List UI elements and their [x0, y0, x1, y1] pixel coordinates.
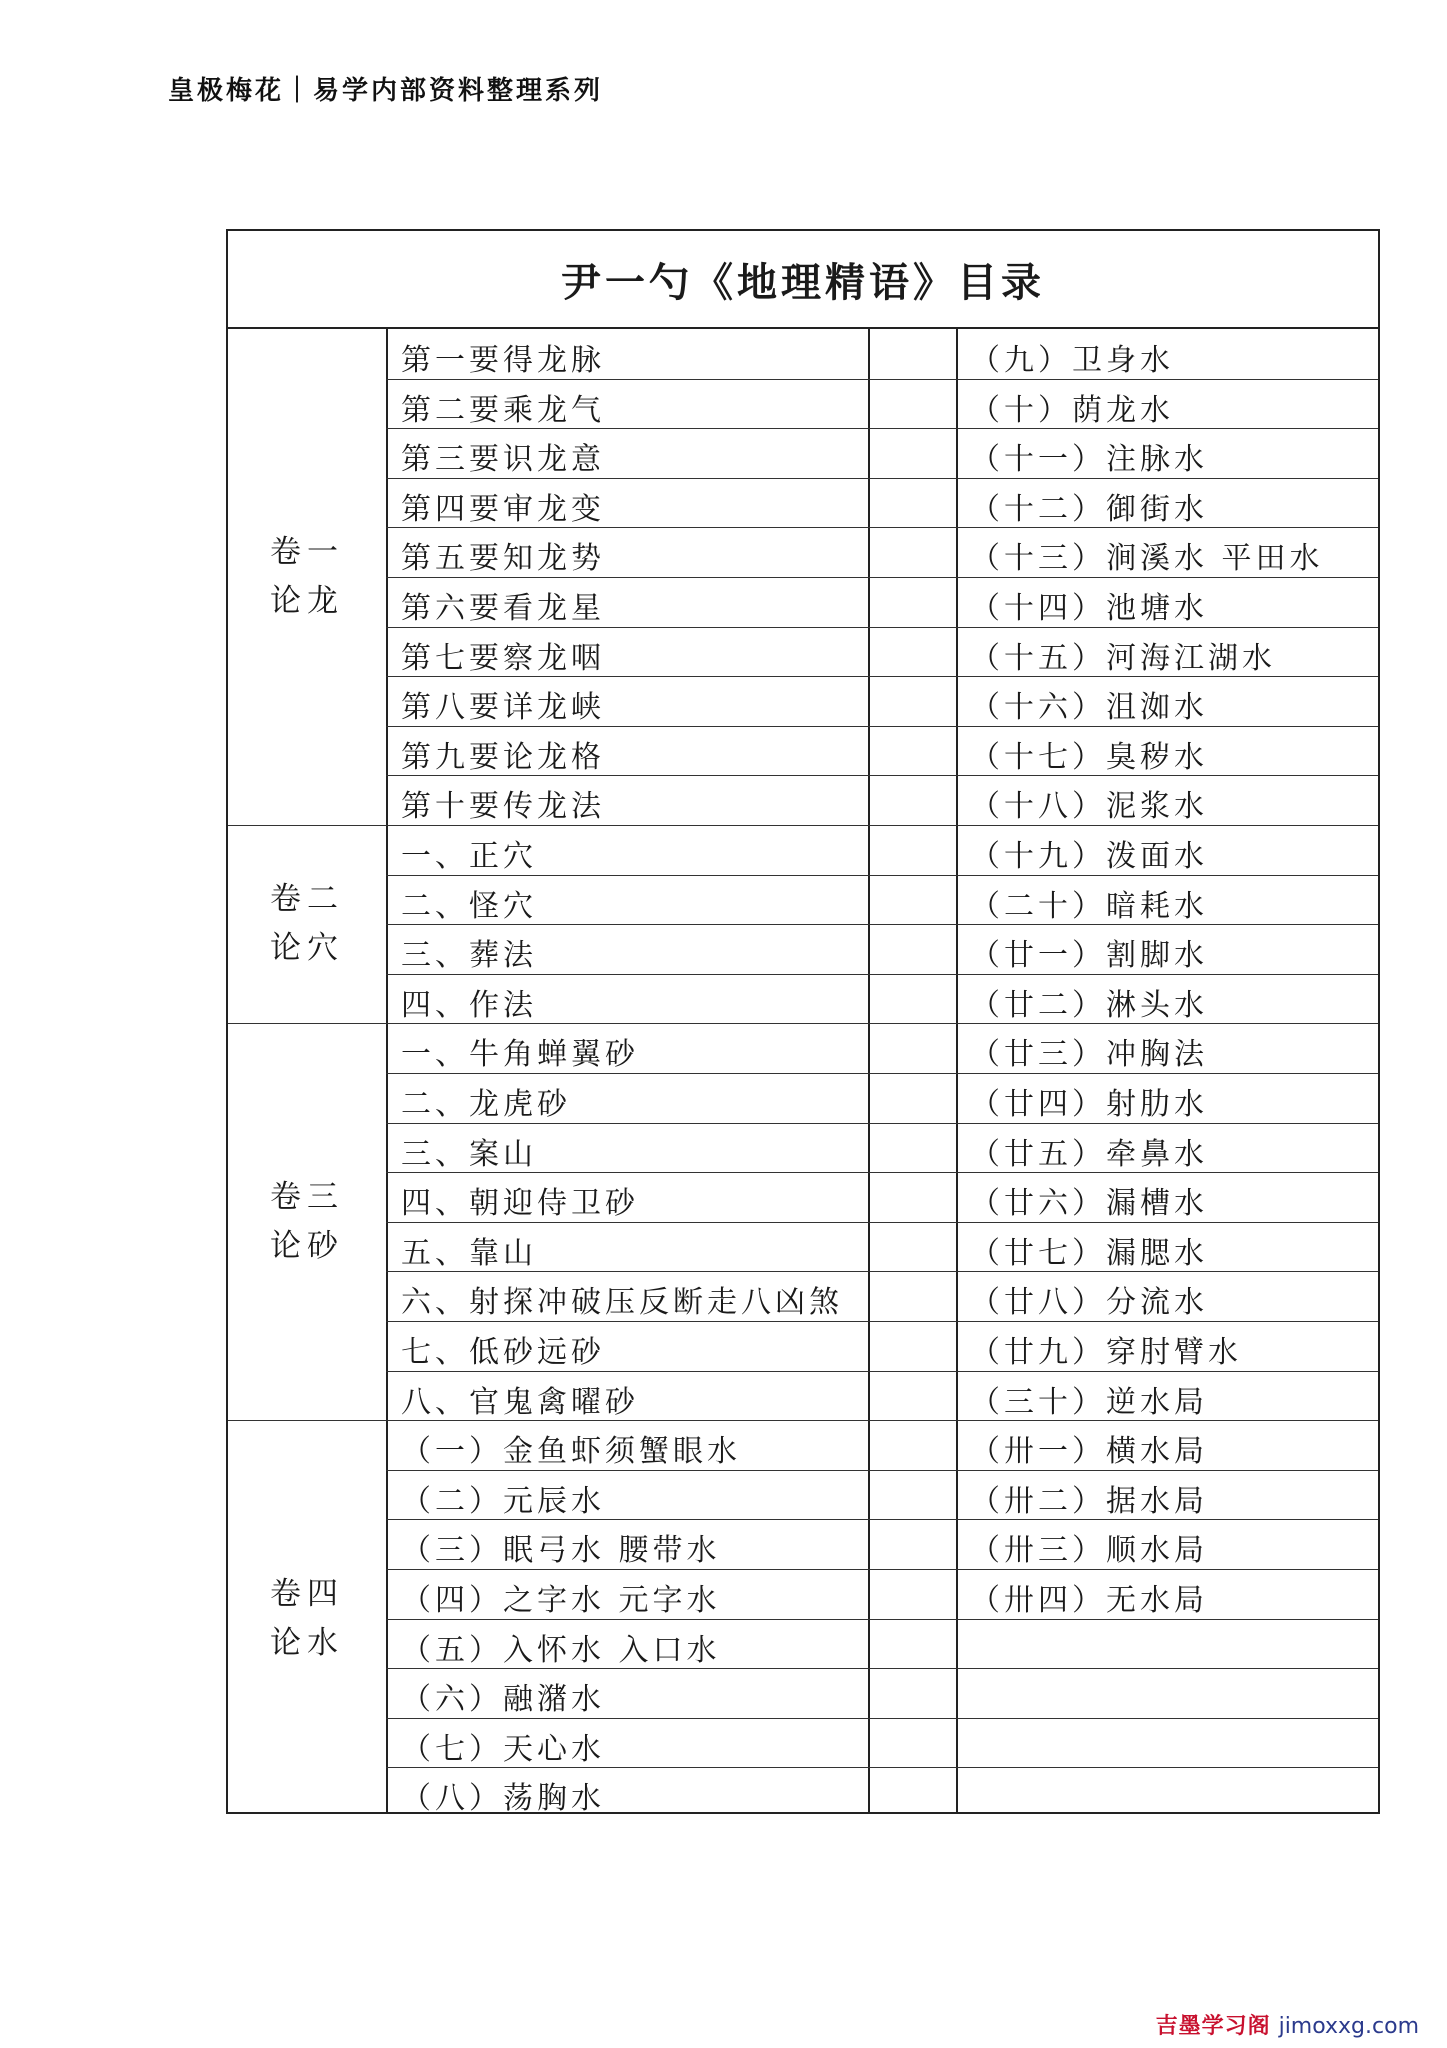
row-separator [386, 1123, 1378, 1124]
water-entry: （廿八）分流水 [970, 1285, 1208, 1321]
chapter-entry: 第三要识龙意 [401, 442, 605, 478]
chapter-entry: 三、案山 [401, 1136, 537, 1172]
toc-table [226, 229, 1380, 1817]
water-entry: （廿五）牵鼻水 [970, 1136, 1208, 1172]
water-entry: （十六）沮洳水 [970, 690, 1208, 726]
volume-separator [228, 1420, 1378, 1421]
volume-label-line: 卷二 [270, 881, 344, 918]
row-separator [386, 924, 1378, 925]
row-separator [386, 1767, 1378, 1768]
row-separator [386, 527, 1378, 528]
water-entry: （廿六）漏槽水 [970, 1186, 1208, 1222]
watermark [1156, 2009, 1419, 2040]
chapter-entry: 二、龙虎砂 [401, 1087, 571, 1122]
chapter-entry: 六、射探冲破压反断走八凶煞 [401, 1285, 843, 1321]
chapter-entry: 第二要乘龙气 [401, 392, 605, 428]
chapter-entry: （四）之字水 元字水 [401, 1583, 721, 1618]
water-entry: （十二）御街水 [970, 491, 1208, 527]
row-separator [386, 726, 1378, 727]
column-divider-right [956, 329, 958, 1812]
row-separator [386, 1222, 1378, 1223]
chapter-entry: 三、葬法 [401, 938, 537, 974]
water-entry: （十八）泥浆水 [970, 789, 1208, 825]
water-entry: （廿七）漏腮水 [970, 1235, 1208, 1271]
water-entry: （廿二）淋头水 [970, 987, 1208, 1023]
volume-label [228, 528, 386, 626]
row-separator [386, 478, 1378, 479]
water-entry: （廿三）冲胸法 [970, 1037, 1208, 1073]
row-separator [386, 1470, 1378, 1471]
watermark-url: jimoxxg.com [1278, 2014, 1419, 2039]
row-separator [386, 974, 1378, 975]
volume-separator [228, 825, 1378, 826]
chapter-entry: 四、作法 [401, 987, 537, 1023]
chapter-entry: （七）天心水 [401, 1731, 605, 1767]
row-separator [386, 1073, 1378, 1074]
water-entry: （卅四）无水局 [970, 1583, 1208, 1618]
water-entry: （廿四）射肋水 [970, 1087, 1208, 1122]
water-entry: （廿九）穿肘臂水 [970, 1335, 1242, 1370]
volume-label-line: 卷一 [270, 534, 344, 570]
volume-label-line: 论水 [270, 1624, 344, 1661]
row-separator [386, 428, 1378, 429]
chapter-entry: 第一要得龙脉 [401, 343, 605, 378]
chapter-entry: 七、低砂远砂 [401, 1335, 605, 1370]
chapter-entry: （三）眠弓水 腰带水 [401, 1533, 721, 1569]
row-separator [386, 1519, 1378, 1520]
volume-label-line: 论穴 [270, 930, 344, 967]
water-entry: （二十）暗耗水 [970, 888, 1208, 924]
row-separator [386, 676, 1378, 677]
row-separator [386, 379, 1378, 380]
volume-label-line: 卷三 [270, 1178, 344, 1215]
chapter-entry: 第六要看龙星 [401, 591, 605, 626]
column-divider-left [868, 329, 870, 1812]
chapter-entry: 二、怪穴 [401, 888, 537, 924]
chapter-entry: 第九要论龙格 [401, 739, 605, 775]
chapter-entry: （八）荡胸水 [401, 1781, 605, 1817]
row-separator [386, 1718, 1378, 1719]
chapter-entry: 第四要审龙变 [401, 491, 605, 527]
chapter-entry: 四、朝迎侍卫砂 [401, 1186, 639, 1222]
volume-label-line: 论龙 [270, 583, 344, 619]
chapter-entry: 八、官鬼禽曜砂 [401, 1384, 639, 1420]
chapter-entry: 第七要察龙咽 [401, 640, 605, 676]
water-entry: （十五）河海江湖水 [970, 640, 1276, 676]
volume-divider [386, 329, 388, 1812]
chapter-entry: 第八要详龙峡 [401, 690, 605, 726]
water-entry: （十三）涧溪水 平田水 [970, 541, 1324, 577]
row-separator [386, 1569, 1378, 1570]
water-entry: （三十）逆水局 [970, 1384, 1208, 1420]
volume-label [228, 1173, 386, 1271]
row-separator [386, 1668, 1378, 1669]
volume-label [228, 1570, 386, 1668]
water-entry: （十九）泼面水 [970, 839, 1208, 874]
water-entry: （十七）臭秽水 [970, 739, 1208, 775]
row-separator [386, 775, 1378, 776]
row-separator [386, 1371, 1378, 1372]
row-separator [386, 1321, 1378, 1322]
chapter-entry: （五）入怀水 入口水 [401, 1632, 721, 1668]
water-entry: （十四）池塘水 [970, 591, 1208, 626]
chapter-entry: （一）金鱼虾须蟹眼水 [401, 1434, 741, 1470]
page-header: 皇极梅花｜易学内部资料整理系列 [168, 76, 604, 106]
volume-separator [228, 1023, 1378, 1024]
water-entry: （廿一）割脚水 [970, 938, 1208, 974]
water-entry: （十一）注脉水 [970, 442, 1208, 478]
water-entry: （九）卫身水 [970, 343, 1174, 378]
volume-label [228, 875, 386, 973]
chapter-entry: 一、正穴 [401, 839, 537, 874]
row-separator [386, 1271, 1378, 1272]
chapter-entry: 一、牛角蝉翼砂 [401, 1037, 639, 1073]
chapter-entry: 第五要知龙势 [401, 541, 605, 577]
row-separator [386, 1172, 1378, 1173]
volume-label-line: 论砂 [270, 1227, 344, 1264]
watermark-brand: 吉墨学习阁 [1155, 2014, 1271, 2039]
row-separator [386, 875, 1378, 876]
chapter-entry: （六）融潴水 [401, 1682, 605, 1718]
water-entry: （卅二）据水局 [970, 1483, 1208, 1519]
water-entry: （卅一）横水局 [970, 1434, 1208, 1470]
chapter-entry: （二）元辰水 [401, 1483, 605, 1519]
chapter-entry: 第十要传龙法 [401, 789, 605, 825]
volume-label-line: 卷四 [270, 1575, 344, 1612]
row-separator [386, 627, 1378, 628]
toc-title: 尹一勺《地理精语》目录 [228, 231, 1378, 329]
water-entry: （十）荫龙水 [970, 392, 1174, 428]
water-entry: （卅三）顺水局 [970, 1533, 1208, 1569]
row-separator [386, 1619, 1378, 1620]
row-separator [386, 577, 1378, 578]
chapter-entry: 五、靠山 [401, 1235, 537, 1271]
